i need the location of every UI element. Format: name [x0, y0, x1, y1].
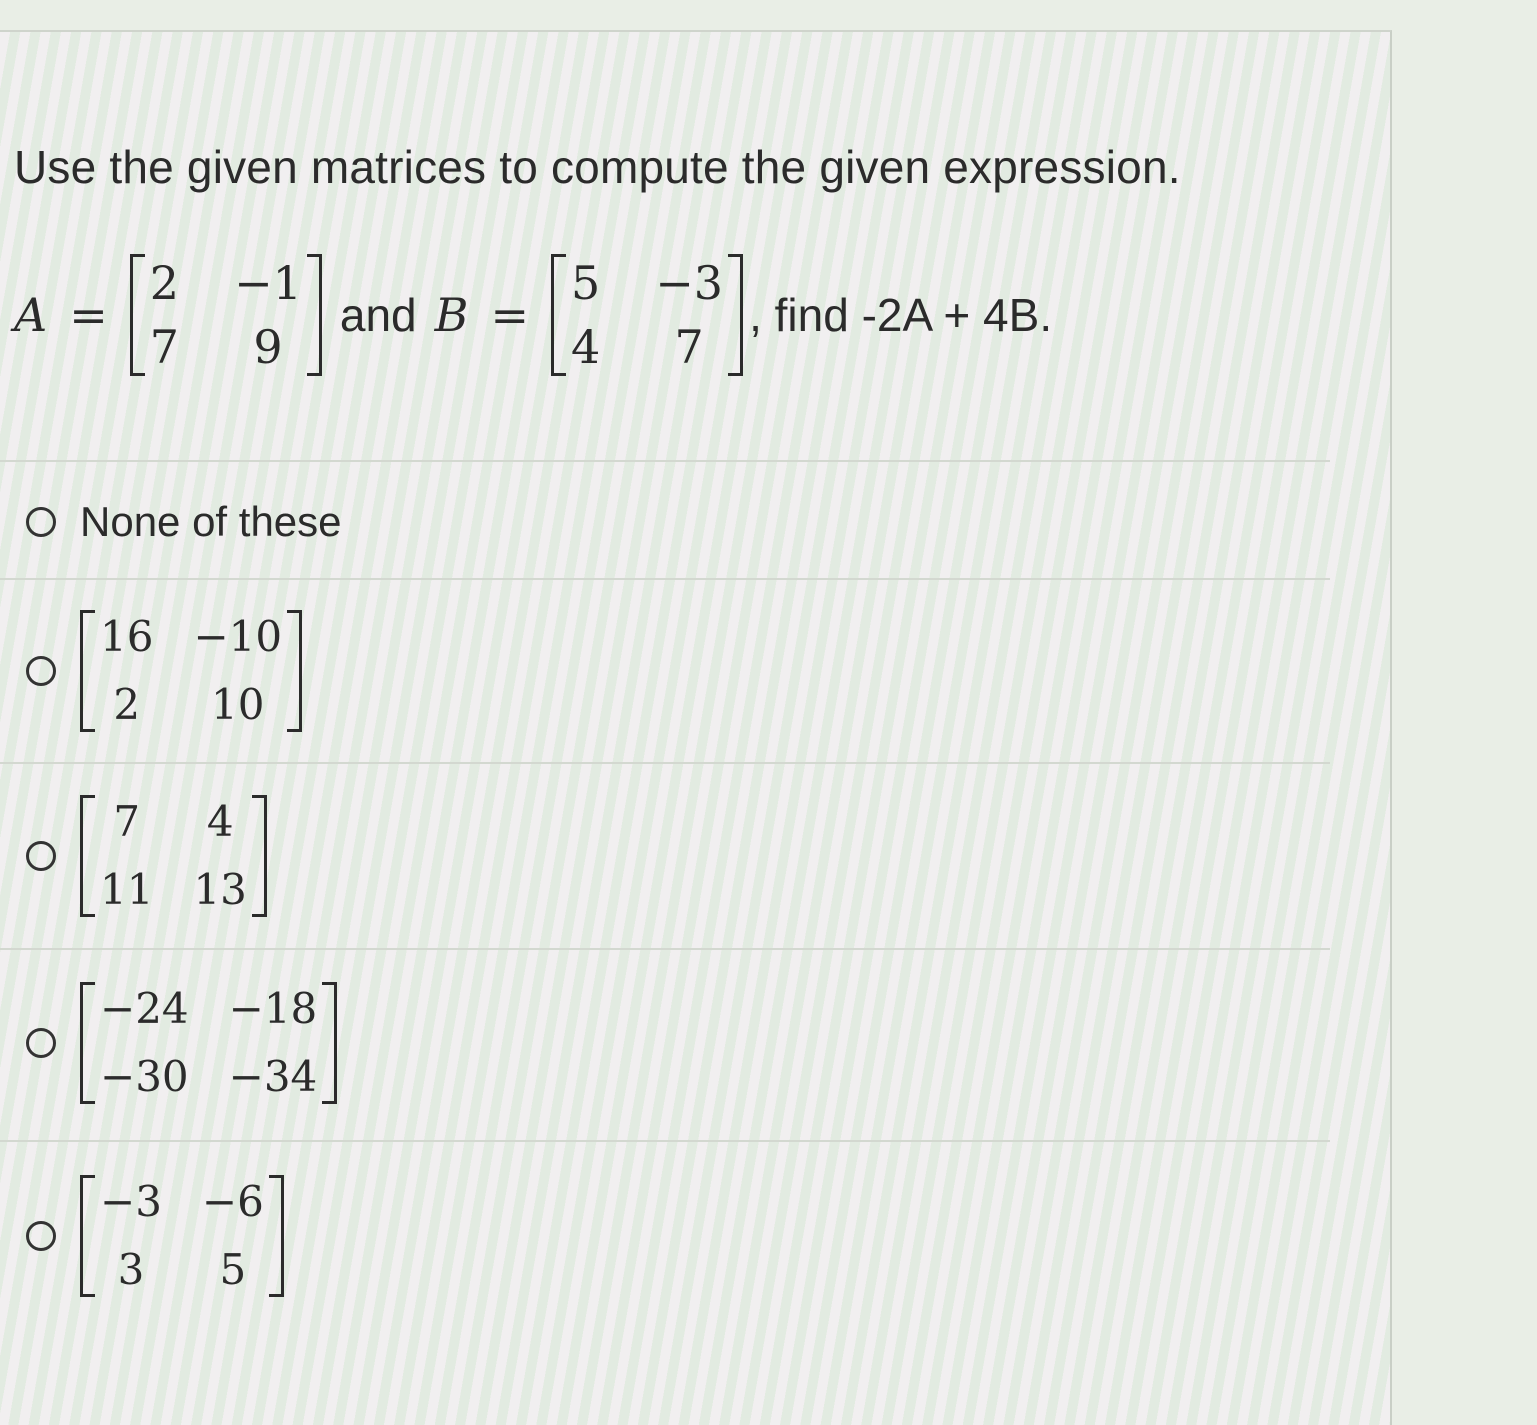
equals-sign: = [490, 288, 529, 342]
matrix-a-cell: 2 [149, 256, 180, 310]
answer-option-none[interactable] [26, 498, 342, 546]
radio-button[interactable] [26, 656, 56, 686]
question-prompt: Use the given matrices to compute the given expression. [14, 141, 1181, 193]
matrix-a-cell: 7 [149, 320, 180, 374]
radio-button[interactable] [26, 841, 56, 871]
find-text: , find -2A + 4B. [749, 289, 1053, 341]
matrix-cell: −34 [228, 1052, 318, 1101]
option-label: None of these [80, 498, 342, 545]
matrix-a-symbol: A [14, 288, 48, 342]
option-matrix [80, 610, 302, 732]
matrix-cell: 2 [113, 680, 141, 729]
matrix-b-cell: 4 [570, 320, 601, 374]
divider [0, 762, 1330, 764]
equals-sign: = [69, 288, 108, 342]
matrix-cell: −6 [201, 1177, 264, 1226]
matrix-cell: 16 [100, 612, 154, 661]
answer-option-2[interactable] [26, 610, 302, 732]
matrix-expression [14, 240, 1052, 390]
matrix-b [551, 254, 743, 376]
matrix-cell: 10 [211, 680, 265, 729]
radio-button[interactable] [26, 1221, 56, 1251]
matrix-cell: −30 [100, 1052, 189, 1101]
radio-button[interactable] [26, 507, 56, 537]
option-matrix [80, 1175, 284, 1297]
matrix-b-symbol: B [434, 288, 469, 342]
answer-option-5[interactable] [26, 1175, 284, 1297]
matrix-b-cell: 5 [570, 256, 601, 310]
answer-option-4[interactable] [26, 982, 337, 1104]
matrix-b-cell: −3 [655, 256, 724, 310]
matrix-b-cell: 7 [674, 320, 704, 374]
matrix-cell: 5 [219, 1245, 247, 1294]
option-matrix [80, 982, 337, 1104]
matrix-cell: 3 [117, 1245, 145, 1294]
matrix-cell: −18 [228, 984, 318, 1033]
answer-option-3[interactable] [26, 795, 267, 917]
radio-button[interactable] [26, 1028, 56, 1058]
divider [0, 460, 1330, 462]
option-matrix [80, 795, 267, 917]
matrix-cell: 7 [113, 797, 141, 846]
divider [0, 1140, 1330, 1142]
divider [0, 578, 1330, 580]
matrix-a [130, 254, 322, 376]
matrix-a-cell: 9 [253, 320, 283, 374]
matrix-cell: 13 [193, 865, 247, 914]
and-text: and [339, 289, 417, 341]
matrix-a-cell: −1 [234, 256, 302, 310]
divider [0, 948, 1330, 950]
matrix-cell: −3 [100, 1177, 162, 1226]
matrix-cell: 4 [206, 797, 234, 846]
matrix-cell: −24 [100, 984, 189, 1033]
matrix-cell: 11 [100, 865, 154, 914]
matrix-cell: −10 [193, 612, 283, 661]
